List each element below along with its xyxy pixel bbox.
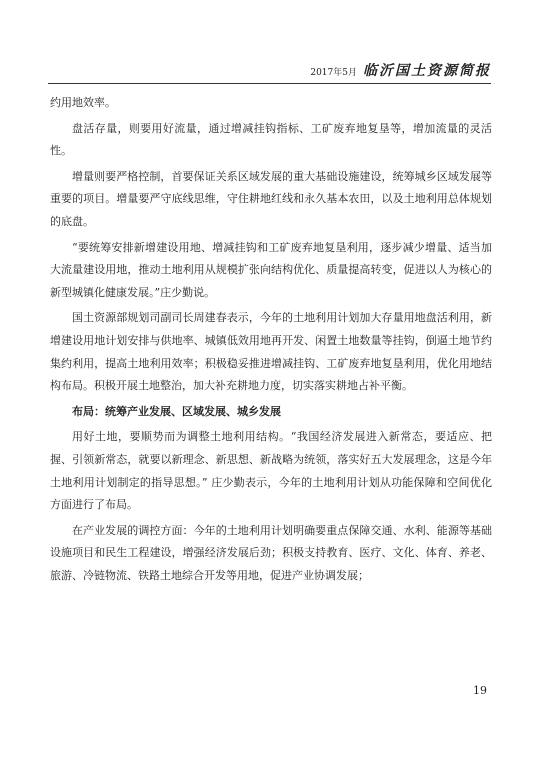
paragraph: 增量则要严格控制，首要保证关系区域发展的重大基础设施建设，统筹城乡区域发展等重要的项目。增量要严守底线思维，守住耕地红线和永久基本农田，以及土地利用总体规划的底盘。 [50,169,492,228]
paragraph: 约用地效率。 [50,96,116,109]
paragraph: 用好土地，要顺势而为调整土地利用结构。“我国经济发展进入新常态，要适应、把握、引领新常态，就要以新理念、新思想、新战略为统领，落实好五大发展理念，这是今年土地利用计划制定的指导思想。” 庄少勤表示，今年的土地利用计划从功能保障和空间优化方面进行了布局。 [50,430,492,512]
section-heading: 布局：统筹产业发展、区域发展、城乡发展 [72,404,281,418]
article-body [50,92,492,590]
page-header [48,56,491,84]
paragraph: 在产业发展的调控方面：今年的土地利用计划明确要重点保障交通、水利、能源等基础设施项目和民生工程建设，增强经济发展后劲；积极支持教育、医疗、文化、体育、养老、旅游、冷链物流、铁路土地综合开发等用地，促进产业协调发展； [50,523,492,582]
paragraph: 国土资源部规划司副司长周建春表示，今年的土地利用计划加大存量用地盘活利用，新增建设用地计划安排与供地率、城镇低效用地再开发、闲置土地数量等挂钩，倒逼土地节约集约利用，提高土地利用效率；积极稳妥推进增减挂钩、工矿废弃地复垦利用，优化用地结构布局。积极开展土地整治，加大补充耕地力度，切实落实耕地占补平衡。 [50,311,492,393]
paragraph: 盘活存量，则要用好流量，通过增减挂钩指标、工矿废弃地复垦等，增加流量的灵活性。 [50,121,492,158]
header-date: 2017年5月 [310,68,357,78]
paragraph: “要统筹安排新增建设用地、增减挂钩和工矿废弃地复垦利用，逐步减少增量、适当加大流量建设用地，推动土地利用从规模扩张向结构优化、质量提高转变，促进以人为核心的新型城镇化健康发展。”庄少勤说。 [50,240,492,299]
page-number: 19 [473,684,487,697]
publication-title: 临沂国土资源简报 [363,63,491,79]
